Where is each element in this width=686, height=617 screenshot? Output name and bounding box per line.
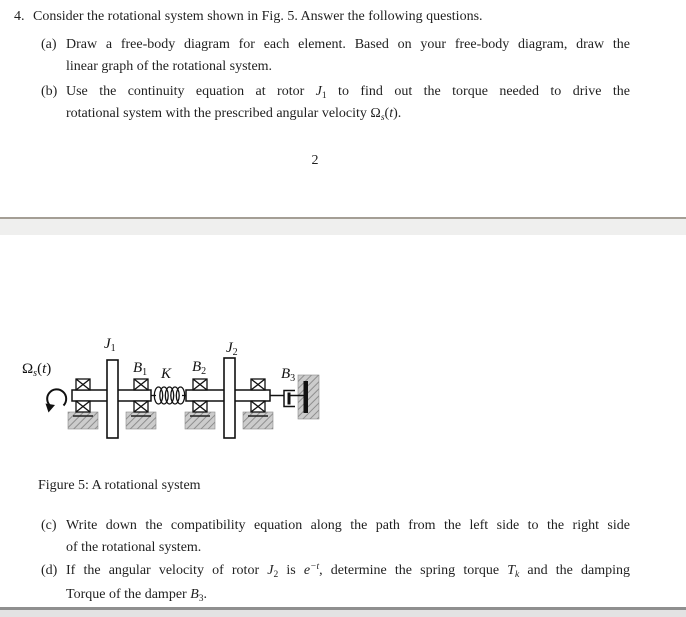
item-b-label: (b) [41,84,58,99]
item-b-line2-text: rotational system with the prescribed angular velocity [66,106,371,121]
page-separator-band [0,219,686,235]
item-b-line1-text2: to find out the torque needed to drive the [326,84,630,99]
math-var-t: t [389,106,394,121]
item-d-line1-text3: , determine the spring torque [319,563,508,578]
bottom-separator-band [0,610,686,617]
paren-close: ). [393,106,402,121]
math-var-T: T [507,563,516,578]
item-d-line1-text: If the angular velocity of rotor [66,563,268,578]
B1-subscript: 1 [142,367,148,378]
B2-subscript: 2 [201,366,207,377]
omega-paren-close: ) [46,361,52,377]
item-b-line1-text: Use the continuity equation at rotor [66,84,316,99]
B1-base: B [133,360,143,376]
math-var-B3: B [190,587,199,602]
rotational-system-figure [18,330,324,444]
item-d-line2-text: Torque of the damper [66,587,191,602]
K-base: K [161,366,172,382]
item-c-line2: of the rotational system. [66,540,202,555]
J2-base: J [226,340,233,356]
label-B2 [192,359,206,377]
paren-open: ( [384,106,390,121]
spring-K [151,387,186,404]
math-sub-3: 3 [198,594,204,604]
math-omega: Ω [370,106,381,121]
math-var-e: e [303,563,311,578]
B2-base: B [192,359,202,375]
bearing-ground-blocks [68,412,273,429]
label-J1 [104,336,116,354]
J1-base: J [104,336,111,352]
input-rotation-arrow [46,389,67,412]
math-sub-1: 1 [321,91,327,101]
item-a-line1: Draw a free-body diagram for each element. Based on your free-body diagram, draw the [66,37,630,52]
math-sub-k: k [515,570,520,580]
J1-subscript: 1 [110,343,116,354]
item-d-line1-text2: is [278,563,304,578]
item-d-line2 [66,586,207,605]
math-var-J2: J [267,563,274,578]
math-sub-2: 2 [273,570,279,580]
rotor-J1 [107,360,118,438]
item-d-line2-period: . [203,587,208,602]
item-d-line1 [66,562,630,581]
item-a-line2: linear graph of the rotational system. [66,59,273,74]
label-K [161,366,171,382]
item-c-label: (c) [41,518,57,533]
label-B3 [281,366,295,384]
problem-number: 4. [14,9,25,24]
figure-caption: Figure 5: A rotational system [38,478,201,493]
page-number: 2 [311,153,319,168]
wall [298,375,319,419]
omega-symbol: Ω [22,361,34,377]
label-J2 [226,340,238,358]
item-d-label: (d) [41,563,58,578]
label-omega-s-t [22,361,51,379]
item-d-line1-text4: and the damping [519,563,630,578]
omega-paren-open: ( [37,361,43,377]
math-sup-minus-t: −t [310,562,320,572]
B3-base: B [281,366,291,382]
J2-subscript: 2 [232,347,238,358]
problem-intro: Consider the rotational system shown in Fig. 5. Answer the following questions. [33,9,483,24]
item-a-label: (a) [41,37,57,52]
omega-var-t: t [42,361,47,377]
item-b-line1 [66,83,630,102]
item-b-line2 [66,105,401,124]
omega-subscript: s [33,368,38,379]
math-sub-s: s [380,113,385,123]
rotor-J2 [224,358,235,438]
B3-subscript: 3 [290,373,296,384]
label-B1 [133,360,147,378]
item-c-line1: Write down the compatibility equation along the path from the left side to the right side [66,518,630,533]
math-var-J1: J [315,84,322,99]
